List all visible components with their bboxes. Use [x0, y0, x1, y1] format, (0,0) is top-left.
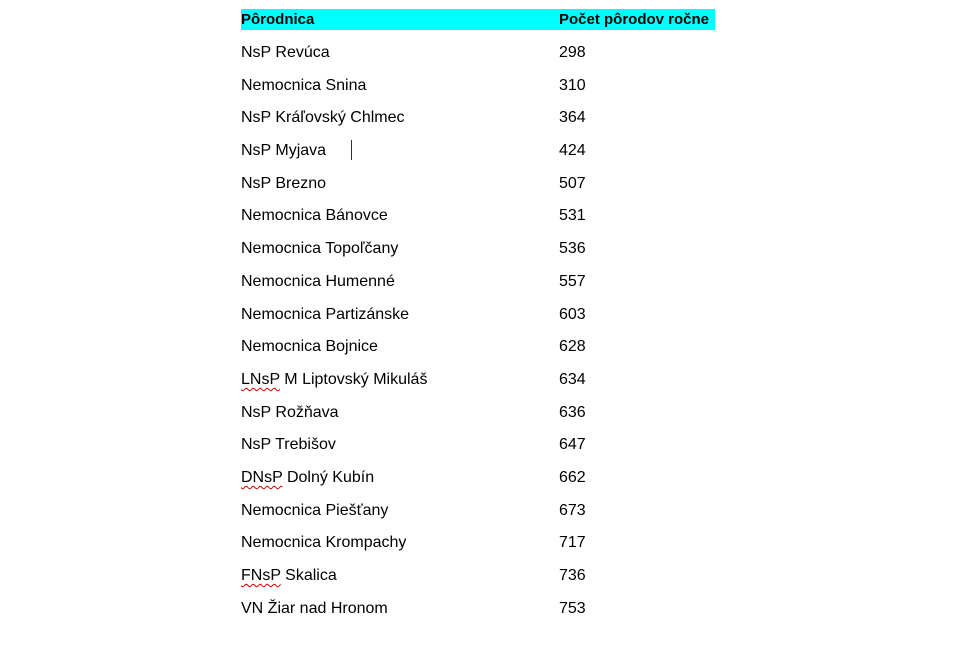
clinic-name: Nemocnica Piešťany — [241, 501, 389, 519]
clinic-name: Nemocnica Bánovce — [241, 207, 388, 225]
births-count: 603 — [559, 305, 586, 323]
table-row — [241, 233, 715, 266]
clinic-name: VN Žiar nad Hronom — [241, 599, 388, 617]
births-count: 662 — [559, 468, 586, 486]
clinic-name-rest: M Liptovský Mikuláš — [279, 370, 428, 388]
clinic-name: NsP Trebišov — [241, 436, 336, 454]
clinic-name — [241, 364, 559, 397]
spellcheck-flagged-word: DNsP — [241, 468, 283, 486]
table-row — [241, 364, 715, 397]
table-row — [241, 37, 715, 70]
header-clinic: Pôrodnica — [241, 11, 315, 28]
table-header-row — [241, 9, 715, 30]
table-row — [241, 462, 715, 495]
table-row — [241, 560, 715, 593]
births-count: 717 — [559, 534, 586, 552]
header-births-per-year: Počet pôrodov ročne — [559, 11, 710, 28]
births-count: 753 — [559, 599, 586, 617]
table-row — [241, 429, 715, 462]
table-row — [241, 495, 715, 528]
table-row — [241, 70, 715, 103]
clinic-name: NsP Rožňava — [241, 403, 339, 421]
clinic-name: NsP Revúca — [241, 44, 330, 61]
births-count: 298 — [559, 44, 586, 61]
table-row — [241, 331, 715, 364]
clinic-name: Nemocnica Snina — [241, 76, 367, 94]
births-count: 736 — [559, 567, 586, 584]
births-count: 531 — [559, 207, 586, 225]
clinic-name: Nemocnica Partizánske — [241, 305, 410, 323]
births-count: 628 — [559, 338, 586, 356]
clinic-name: NsP Brezno — [241, 174, 327, 192]
table-row — [241, 102, 715, 135]
clinic-name: NsP Kráľovský Chlmec — [241, 109, 405, 127]
clinic-name: Nemocnica Humenné — [241, 272, 395, 290]
births-count: 647 — [559, 436, 586, 454]
table-row — [241, 593, 715, 626]
births-count: 673 — [559, 501, 586, 519]
table-row — [241, 397, 715, 430]
clinic-name-rest: Dolný Kubín — [282, 468, 375, 486]
clinic-name — [241, 560, 559, 593]
clinic-name: Nemocnica Bojnice — [241, 338, 378, 356]
births-count: 636 — [559, 403, 586, 421]
clinic-name: NsP Myjava — [241, 142, 327, 160]
table-row — [241, 168, 715, 201]
table-row — [241, 299, 715, 332]
births-count: 557 — [559, 272, 586, 290]
clinic-name: Nemocnica Topoľčany — [241, 240, 399, 258]
table-row — [241, 527, 715, 560]
table-body — [241, 37, 715, 625]
births-count: 507 — [559, 174, 586, 192]
text-cursor — [351, 140, 352, 160]
births-count: 536 — [559, 240, 586, 258]
clinic-name: Nemocnica Krompachy — [241, 534, 407, 552]
birth-clinics-table — [241, 9, 715, 625]
table-row — [241, 200, 715, 233]
births-count: 424 — [559, 142, 586, 160]
births-count: 310 — [559, 76, 586, 94]
spellcheck-flagged-word: LNsP — [241, 370, 280, 388]
table-row — [241, 135, 715, 168]
births-count: 364 — [559, 109, 586, 127]
table-row — [241, 266, 715, 299]
clinic-name — [241, 462, 559, 495]
clinic-name-rest: Skalica — [280, 567, 337, 584]
spellcheck-flagged-word: FNsP — [241, 567, 281, 584]
births-count: 634 — [559, 370, 586, 388]
